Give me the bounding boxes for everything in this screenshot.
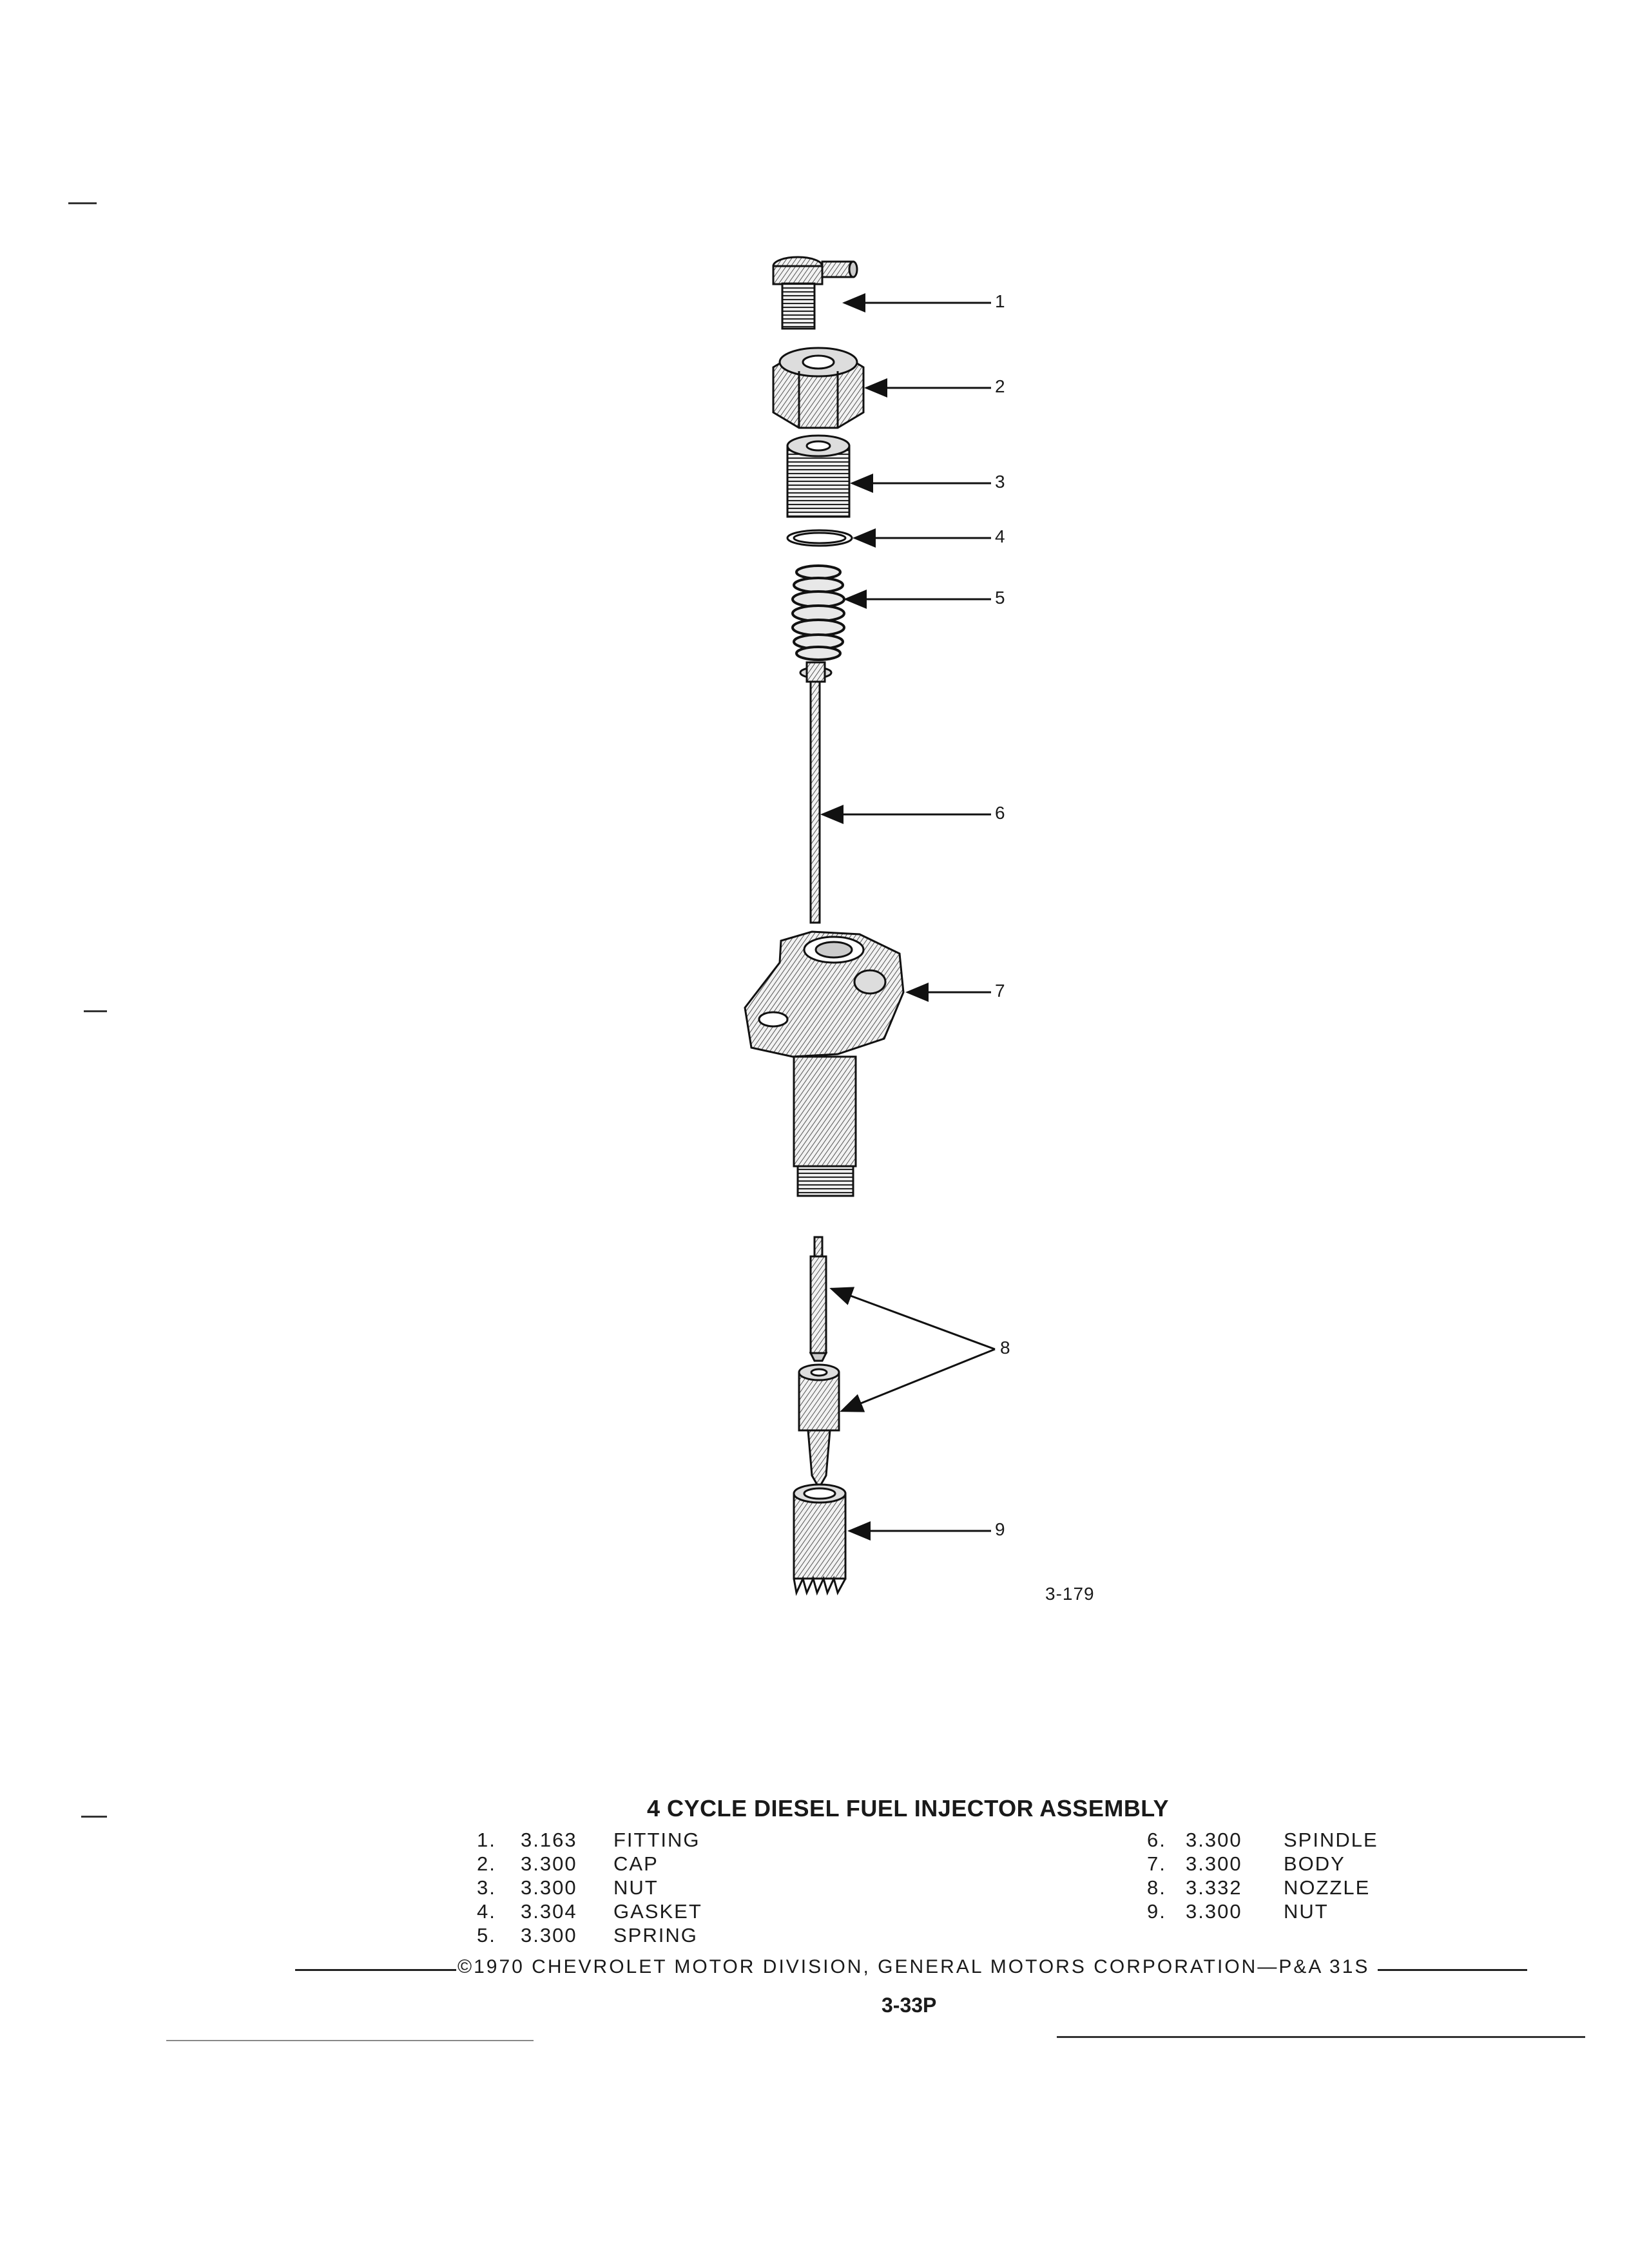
part-group: 3.332 — [1186, 1876, 1242, 1899]
part-name: BODY — [1284, 1852, 1345, 1875]
spring-part — [793, 566, 844, 660]
footer-rule-right — [1378, 1969, 1527, 1971]
parts-row — [477, 1900, 838, 1924]
callout-5: 5 — [995, 588, 1005, 608]
callout-6: 6 — [995, 803, 1005, 823]
part-group: 3.300 — [521, 1924, 577, 1946]
part-num: 9. — [1147, 1900, 1166, 1923]
footer-rule-left — [295, 1969, 456, 1971]
part-num: 8. — [1147, 1876, 1166, 1899]
part-num: 1. — [477, 1829, 496, 1851]
part-num: 3. — [477, 1876, 496, 1899]
nut-part — [787, 436, 849, 517]
part-num: 6. — [1147, 1829, 1166, 1851]
copyright-footer — [295, 1956, 1527, 1982]
callout-8: 8 — [1000, 1338, 1010, 1358]
part-group: 3.300 — [1186, 1852, 1242, 1875]
page-number: 3-33P — [882, 1994, 937, 2017]
part-name: CAP — [613, 1852, 659, 1875]
callout-9: 9 — [995, 1519, 1005, 1539]
parts-row — [477, 1924, 838, 1948]
parts-row — [1147, 1852, 1418, 1876]
part-num: 5. — [477, 1924, 496, 1946]
part-group: 3.300 — [521, 1852, 577, 1875]
callout-2: 2 — [995, 376, 1005, 396]
assembly-title: 4 CYCLE DIESEL FUEL INJECTOR ASSEMBLY — [647, 1795, 1170, 1821]
callout-4: 4 — [995, 526, 1005, 546]
bottom-rule-left — [166, 2040, 534, 2041]
part-group: 3.163 — [521, 1829, 577, 1851]
figure-id: 3-179 — [1045, 1584, 1095, 1604]
part-name: NOZZLE — [1284, 1876, 1371, 1899]
part-name: SPRING — [613, 1924, 698, 1946]
part-group: 3.304 — [521, 1900, 577, 1923]
fitting-part — [773, 257, 857, 329]
parts-row — [477, 1876, 838, 1900]
nozzle-nut-part — [794, 1485, 845, 1593]
part-name: FITTING — [613, 1829, 700, 1851]
parts-list-right — [1147, 1829, 1418, 1924]
part-group: 3.300 — [521, 1876, 577, 1899]
copyright-text: ©1970 CHEVROLET MOTOR DIVISION, GENERAL MOTORS CORPORATION—P&A 31S — [458, 1956, 1370, 1977]
part-name: NUT — [613, 1876, 659, 1899]
parts-row — [477, 1852, 838, 1876]
parts-row — [1147, 1900, 1418, 1924]
part-num: 7. — [1147, 1852, 1166, 1875]
part-group: 3.300 — [1186, 1900, 1242, 1923]
parts-row — [1147, 1876, 1418, 1900]
part-name: GASKET — [613, 1900, 702, 1923]
parts-list-left — [477, 1829, 838, 1948]
spindle-part — [800, 662, 831, 923]
callout-1: 1 — [995, 291, 1005, 311]
part-num: 2. — [477, 1852, 496, 1875]
parts-row — [477, 1829, 838, 1852]
nozzle-part — [799, 1237, 839, 1485]
bottom-rule-right — [1057, 2036, 1585, 2038]
part-num: 4. — [477, 1900, 496, 1923]
callout-7: 7 — [995, 981, 1005, 1001]
part-name: SPINDLE — [1284, 1829, 1378, 1851]
cap-part — [773, 348, 863, 428]
part-name: NUT — [1284, 1900, 1329, 1923]
body-part — [745, 932, 903, 1196]
part-group: 3.300 — [1186, 1829, 1242, 1851]
gasket-part — [787, 530, 852, 546]
callout-3: 3 — [995, 472, 1005, 492]
parts-row — [1147, 1829, 1418, 1852]
